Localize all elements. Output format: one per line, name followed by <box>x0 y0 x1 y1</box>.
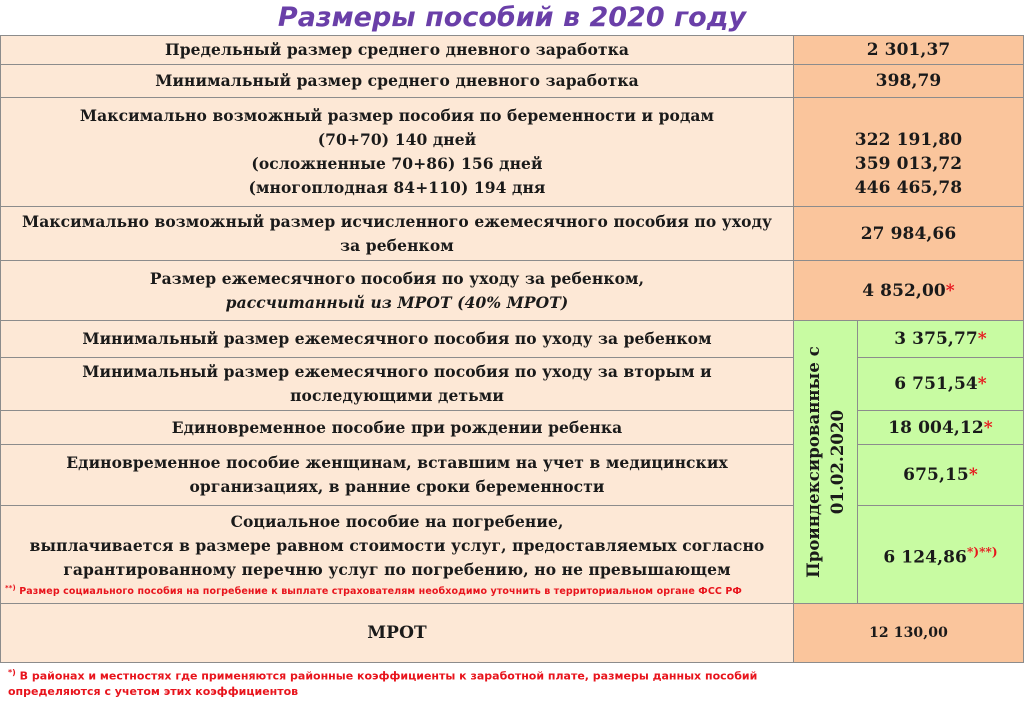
row-mrot-childcare-label: Размер ежемесячного пособия по уходу за ребенком, рассчитанный из МРОТ (40% МРОТ) <box>0 260 794 321</box>
asterisk-mark: * <box>968 465 978 485</box>
row-max-daily-earnings-value: 2 301,37 <box>793 35 1024 65</box>
row-funeral-benefit-label: Социальное пособие на погребение, выплачивается в размере равном стоимости услуг, предоставляемых согласно гарантированному перечню услуг по погребению, но не превышающем **) Размер социального пособия на погребение к выплате страхователям необходимо уточнить в территориальном органе ФСС РФ <box>0 505 794 604</box>
row-mrot-label: МРОТ <box>0 603 794 663</box>
row-funeral-benefit-value: 6 124,86*)**) <box>857 505 1024 604</box>
asterisk-mark: * <box>977 329 987 349</box>
funeral-footnote: **) Размер социального пособия на погребение к выплате страхователям необходимо уточнить в территориальном органе ФСС РФ <box>5 584 742 598</box>
row-early-registration-label: Единовременное пособие женщинам, вставшим на учет в медицинских организациях, в ранние сроки беременности <box>0 444 794 506</box>
asterisk-mark: * <box>945 280 955 301</box>
row-maternity-benefit-values: 322 191,80 359 013,72 446 465,78 <box>793 97 1024 207</box>
row-birth-lump-sum-value: 18 004,12* <box>857 410 1024 445</box>
row-mrot-value: 12 130,00 <box>793 603 1024 663</box>
row-max-monthly-childcare-value: 27 984,66 <box>793 206 1024 261</box>
row-min-monthly-childcare-label: Минимальный размер ежемесячного пособия по уходу за ребенком <box>0 320 794 358</box>
asterisk-mark: * <box>977 374 987 394</box>
regional-coefficient-note: *) В районах и местностях где применяются районные коэффициенты к заработной плате, размеры данных пособий определяются с учетом этих коэффициентов <box>8 668 758 698</box>
page-title: Размеры пособий в 2020 году <box>277 2 747 33</box>
row-second-child-value: 6 751,54* <box>857 357 1024 411</box>
row-maternity-benefit-label: Максимально возможный размер пособия по беременности и родам (70+70) 140 дней (осложненные 70+86) 156 дней (многоплодная 84+110) 194 дня <box>0 97 794 207</box>
row-mrot-childcare-value: 4 852,00* <box>793 260 1024 321</box>
indexed-since-label: Проиндексированные с 01.02.2020 <box>793 320 858 604</box>
row-min-monthly-childcare-value: 3 375,77* <box>857 320 1024 358</box>
row-max-daily-earnings-label: Предельный размер среднего дневного заработка <box>0 35 794 65</box>
row-max-monthly-childcare-label: Максимально возможный размер исчисленного ежемесячного пособия по уходу за ребенком <box>0 206 794 261</box>
row-second-child-label: Минимальный размер ежемесячного пособия по уходу за вторым и последующими детьми <box>0 357 794 411</box>
row-birth-lump-sum-label: Единовременное пособие при рождении ребенка <box>0 410 794 445</box>
row-early-registration-value: 675,15* <box>857 444 1024 506</box>
asterisk-mark: * <box>983 417 993 438</box>
asterisk-mark: *)**) <box>966 544 998 559</box>
row-min-daily-earnings-value: 398,79 <box>793 64 1024 98</box>
row-min-daily-earnings-label: Минимальный размер среднего дневного заработка <box>0 64 794 98</box>
